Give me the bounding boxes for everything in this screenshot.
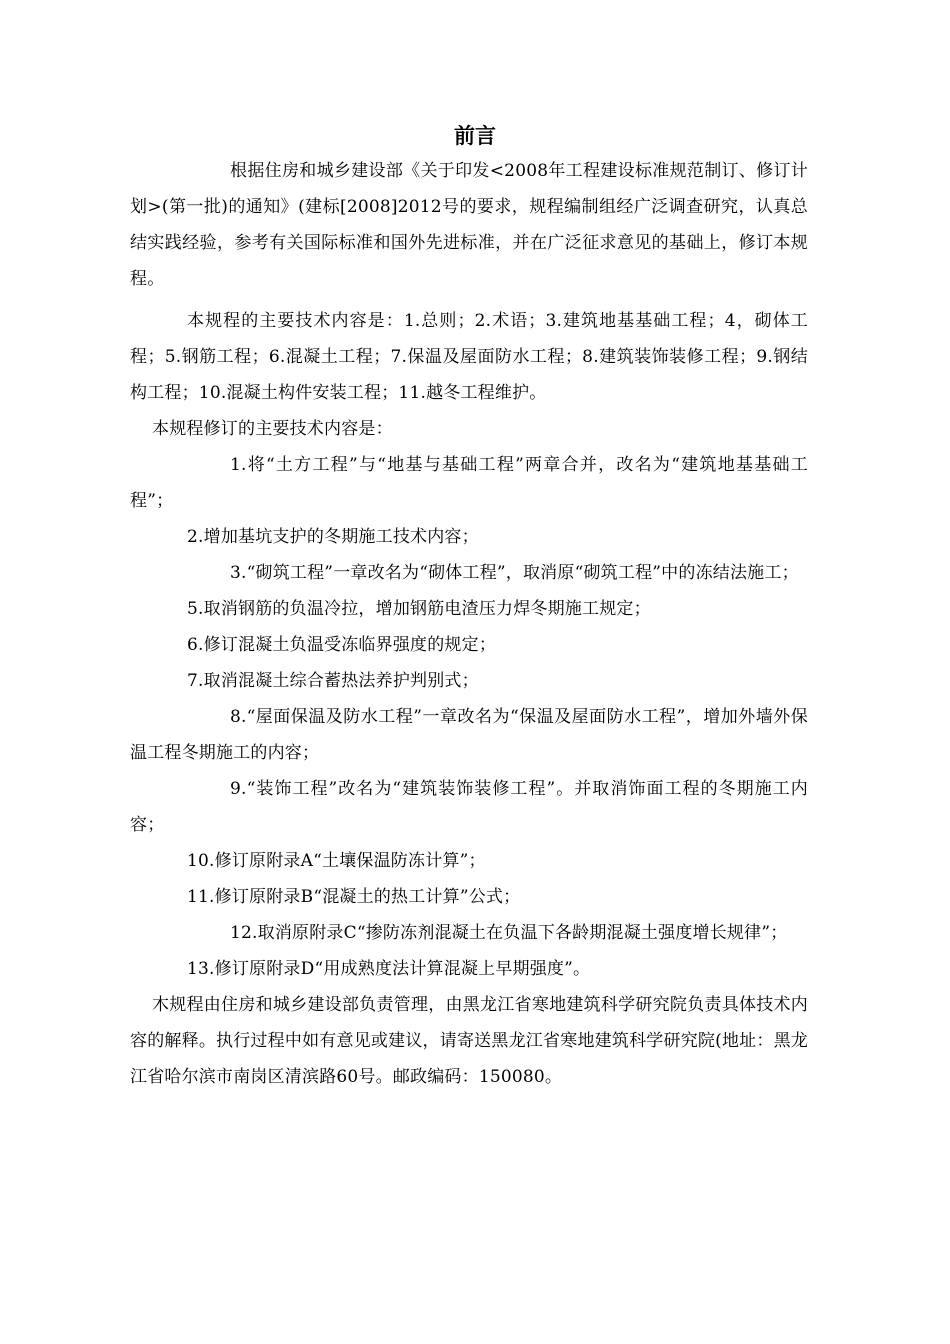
list-item: 5.取消钢筋的负温冷拉，增加钢筋电渣压力焊冬期施工规定； bbox=[187, 599, 651, 619]
page-title: 前言 bbox=[454, 124, 496, 148]
list-item: 12.取消原附录C“掺防冻剂混凝土在负温下各龄期混凝土强度增长规律”； bbox=[230, 923, 788, 943]
list-item: 13.修订原附录D“用成熟度法计算混凝上早期强度”。 bbox=[187, 959, 591, 979]
list-item: 9.“装饰工程”改名为“建筑装饰装修工程”。并取消饰面工程的冬期施工内容； bbox=[130, 779, 808, 835]
list-item: 11.修订原附录B“混凝土的热工计算”公式； bbox=[187, 887, 521, 907]
list-item: 10.修订原附录A“土壤保温防冻计算”； bbox=[187, 851, 486, 871]
list-item: 6.修订混凝土负温受冻临界强度的规定； bbox=[187, 635, 497, 655]
list-item: 3.“砌筑工程”一章改名为“砌体工程”，取消原“砌筑工程”中的冻结法施工； bbox=[230, 563, 799, 583]
list-item: 2.增加基坑支护的冬期施工技术内容； bbox=[187, 527, 479, 547]
document-body bbox=[130, 153, 808, 1095]
list-item: 1.将“土方工程”与“地基与基础工程”两章合并，改名为“建筑地基基础工程”； bbox=[130, 455, 808, 511]
paragraph-management: 木规程由住房和城乡建设部负责管理，由黑龙江省寒地建筑科学研究院负责具体技术内容的解释。执行过程中如有意见或建议，请寄送黑龙江省寒地建筑科学研究院(地址：黑龙江省哈尔滨市南岗区清滨路60号。邮政编码：150080。 bbox=[130, 995, 808, 1087]
list-item: 8.“屋面保温及防水工程”一章改名为“保温及屋面防水工程”，增加外墙外保温工程冬期施工的内容； bbox=[130, 707, 808, 763]
paragraph-revision-intro: 本规程修订的主要技术内容是： bbox=[152, 419, 393, 439]
paragraph-main-content: 本规程的主要技术内容是：1.总则；2.术语；3.建筑地基基础工程；4，砌体工程；5.钢筋工程；6.混凝土工程；7.保温及屋面防水工程；8.建筑装饰装修工程；9.钢结构工程；10.混凝土构件安装工程；11.越冬工程维护。 bbox=[130, 311, 808, 403]
list-item: 7.取消混凝土综合蓄热法养护判别式； bbox=[187, 671, 479, 691]
paragraph-basis: 根据住房和城乡建设部《关于印发<2008年工程建设标准规范制订、修订计划>(第一批)的通知》(建标[2008]2012号的要求，规程编制组经广泛调查研究，认真总结实践经验，参考有关国际标准和国外先进标准，并在广泛征求意见的基础上，修订本规程。 bbox=[130, 161, 808, 289]
